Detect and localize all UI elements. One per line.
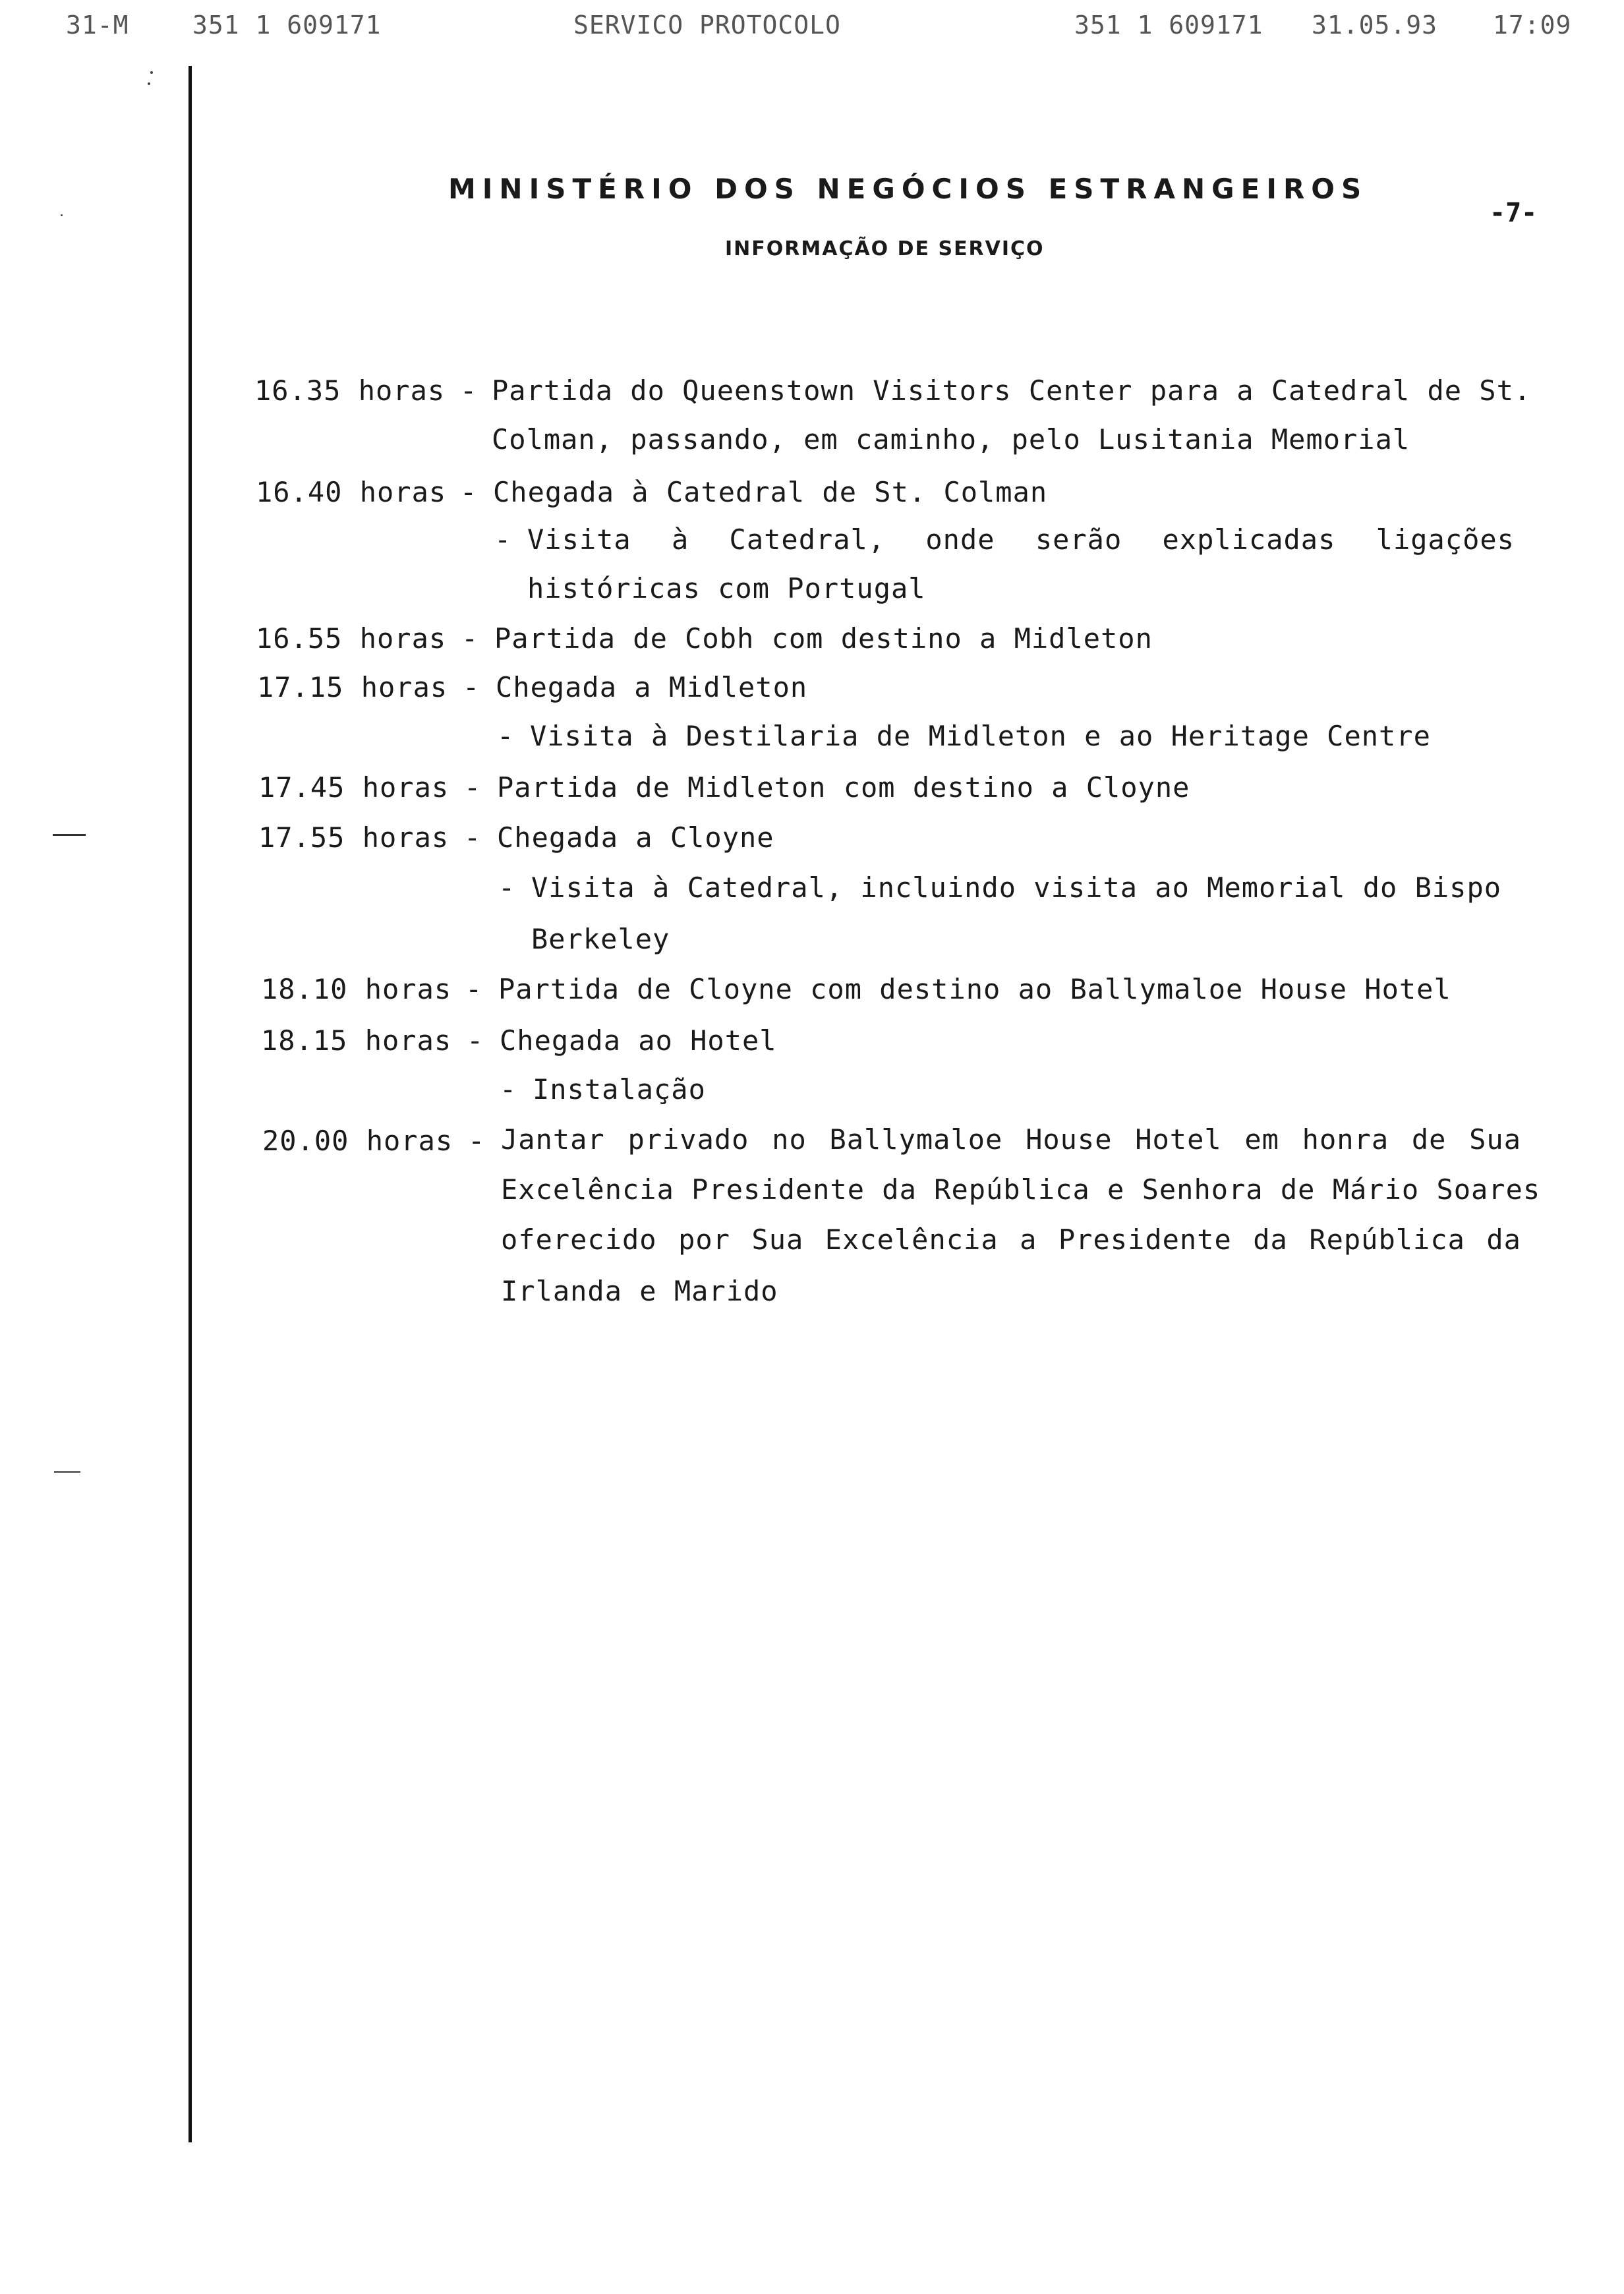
word: Sua — [751, 1223, 804, 1256]
word: da — [1253, 1223, 1288, 1256]
schedule-event: Chegada ao Hotel — [500, 1024, 777, 1057]
schedule-subitem: Visita à Catedral, incluindo visita ao Memorial do Bispo — [531, 871, 1502, 904]
word: serão — [1035, 523, 1122, 556]
margin-dash-mark — [54, 1471, 80, 1473]
fax-header — [0, 5, 1624, 51]
schedule-event: Chegada a Midleton — [496, 671, 808, 703]
word: da — [1486, 1223, 1521, 1256]
schedule-event: Partida de Cloyne com destino ao Ballymaloe House Hotel — [498, 973, 1451, 1005]
word: privado — [627, 1123, 749, 1156]
document-subtitle: INFORMAÇÃO DE SERVIÇO — [725, 237, 1045, 260]
schedule-dash: - — [467, 1024, 484, 1057]
schedule-subitem-continued: Berkeley — [531, 923, 670, 955]
word: ligações — [1376, 523, 1515, 556]
schedule-dash: - — [464, 821, 482, 854]
schedule-event — [501, 1123, 1521, 1156]
schedule-time: 16.55 horas — [256, 622, 447, 655]
schedule-dash: - — [461, 622, 479, 655]
fax-date: 31.05.93 — [1312, 11, 1438, 40]
word: House — [1026, 1123, 1113, 1156]
schedule-dash: - — [468, 1125, 486, 1157]
schedule-dash: - — [460, 476, 478, 508]
word: no — [772, 1123, 807, 1156]
word: honra — [1302, 1123, 1389, 1156]
word: por — [678, 1223, 730, 1256]
margin-speck — [61, 214, 63, 216]
schedule-event-continued: Colman, passando, em caminho, pelo Lusitania Memorial — [492, 423, 1410, 456]
margin-speck — [148, 82, 150, 85]
schedule-event: Partida de Cobh com destino a Midleton — [494, 622, 1153, 655]
word: Sua — [1469, 1123, 1521, 1156]
word: Ballymaloe — [829, 1123, 1003, 1156]
schedule-event: Partida do Queenstown Visitors Center para a Catedral de St. — [492, 374, 1532, 407]
schedule-dash: - — [463, 671, 480, 703]
schedule-event: Partida de Midleton com destino a Cloyne — [497, 771, 1190, 804]
schedule-sub-dash: - — [497, 720, 515, 752]
schedule-event-continued: Excelência Presidente da República e Senhora de Mário Soares — [501, 1173, 1541, 1206]
schedule-dash: - — [460, 374, 478, 407]
schedule-subitem: Instalação — [533, 1073, 706, 1105]
word: Hotel — [1135, 1123, 1222, 1156]
page-number: -7- — [1490, 198, 1538, 228]
ministry-title: MINISTÉRIO DOS NEGÓCIOS ESTRANGEIROS — [448, 173, 1368, 205]
fax-time: 17:09 — [1493, 11, 1572, 40]
schedule-dash: - — [464, 771, 482, 804]
schedule-subitem-continued: históricas com Portugal — [527, 572, 926, 604]
schedule-sub-dash: - — [500, 1073, 517, 1105]
word: Presidente — [1058, 1223, 1232, 1256]
schedule-time: 16.35 horas — [254, 374, 446, 407]
fax-sender: SERVICO PROTOCOLO — [573, 11, 841, 40]
schedule-time: 17.55 horas — [258, 821, 450, 854]
margin-rule — [188, 66, 192, 2142]
word: onde — [925, 523, 995, 556]
schedule-event: Chegada à Catedral de St. Colman — [493, 476, 1048, 508]
schedule-subitem — [527, 523, 1515, 556]
fax-number-left: 351 1 609171 — [192, 11, 382, 40]
schedule-time: 17.15 horas — [257, 671, 448, 703]
word: explicadas — [1162, 523, 1336, 556]
word: de — [1411, 1123, 1447, 1156]
word: Visita — [527, 523, 631, 556]
word: Jantar — [501, 1123, 605, 1156]
schedule-event-continued — [501, 1223, 1521, 1256]
margin-dash-mark — [53, 834, 86, 836]
schedule-event-continued: Irlanda e Marido — [501, 1275, 778, 1307]
schedule-time: 18.10 horas — [261, 973, 452, 1005]
word: em — [1244, 1123, 1279, 1156]
schedule-sub-dash: - — [494, 523, 512, 556]
word: República — [1309, 1223, 1465, 1256]
schedule-subitem: Visita à Destilaria de Midleton e ao Heritage Centre — [530, 720, 1431, 752]
word: à — [671, 523, 689, 556]
fax-number-right: 351 1 609171 — [1074, 11, 1263, 40]
word: Catedral, — [729, 523, 886, 556]
word: a — [1020, 1223, 1037, 1256]
schedule-sub-dash: - — [498, 871, 516, 904]
schedule-time: 18.15 horas — [261, 1024, 452, 1057]
fax-code: 31-M — [66, 11, 129, 40]
word: Excelência — [825, 1223, 999, 1256]
schedule-dash: - — [465, 973, 483, 1005]
schedule-time: 17.45 horas — [258, 771, 450, 804]
schedule-event: Chegada a Cloyne — [497, 821, 774, 854]
margin-speck — [150, 71, 153, 74]
schedule-time: 16.40 horas — [256, 476, 447, 508]
schedule-time: 20.00 horas — [262, 1125, 453, 1157]
word: oferecido — [501, 1223, 657, 1256]
